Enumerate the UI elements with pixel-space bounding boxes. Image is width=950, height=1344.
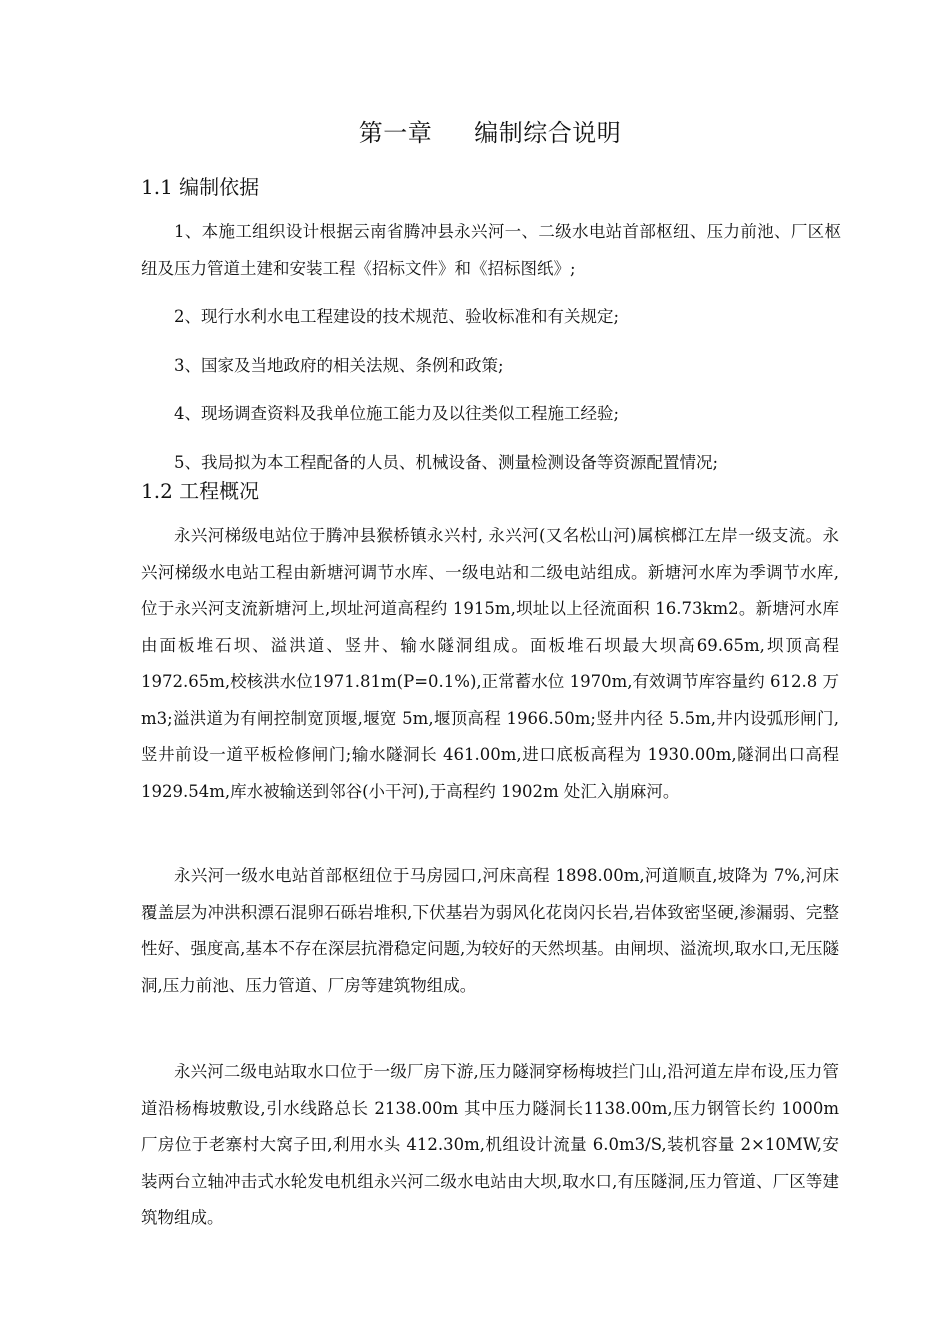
chapter-title — [0, 116, 950, 150]
section-heading-basis: 1.1 编制依据 — [141, 175, 260, 199]
section-heading-overview: 1.2 工程概况 — [141, 479, 260, 503]
list-item: 4、现场调查资料及我单位施工能力及以往类似工程施工经验; — [174, 404, 620, 423]
basis-list — [141, 214, 841, 481]
list-item: 1、本施工组织设计根据云南省腾冲县永兴河一、二级水电站首部枢纽、压力前池、厂区枢纽及压力管道土建和安装工程《招标文件》和《招标图纸》; — [141, 222, 841, 278]
list-item: 3、国家及当地政府的相关法规、条例和政策; — [174, 355, 504, 375]
overview-paragraph: 永兴河二级电站取水口位于一级厂房下游,压力隧洞穿杨梅坡拦门山,沿河道左岸布设,压力管道沿杨梅坡敷设,引水线路总长 2138.00m 其中压力隧洞长1138.00m,压力钢管长约 1000m 厂房位于老寨村大窝子田,利用水头 412.30m,机组设计流量 6.0m3/S,装机容量 2×10MW,安装两台立轴冲击式水轮发电机组永兴河二级水电站由大坝,取水口,有压隧洞,压力管道、厂区等建筑物组成。 — [141, 1062, 839, 1227]
overview-paragraph: 永兴河梯级电站位于腾冲县猴桥镇永兴村, 永兴河(又名松山河)属槟榔江左岸一级支流。永兴河梯级水电站工程由新塘河调节水库、一级电站和二级电站组成。新塘河水库为季调节水库,位于永兴河支流新塘河上,坝址河道高程约 1915m,坝址以上径流面积 16.73km2。新塘河水库由面板堆石坝、溢洪道、竖井、输水隧洞组成。面板堆石坝最大坝高69.65m,坝顶高程1972.65m,校核洪水位1971.81m(P=0.1%),正常蓄水位 1970m,有效调节库容量约 612.8 万 m3;溢洪道为有闸控制宽顶堰,堰宽 5m,堰顶高程 1966.50m;竖井内径 5.5m,井内设弧形闸门,竖井前设一道平板检修闸门;输水隧洞长 461.00m,进口底板高程为 1930.00m,隧洞出口高程 1929.54m,库水被输送到邻谷(小干河),于高程约 1902m 处汇入崩麻河。 — [141, 526, 839, 801]
overview-paragraph: 永兴河一级水电站首部枢纽位于马房园口,河床高程 1898.00m,河道顺直,坡降为 7%,河床覆盖层为冲洪积漂石混卵石砾岩堆积,下伏基岩为弱风化花岗闪长岩,岩体致密坚硬,渗漏弱、完整性好、强度高,基本不存在深层抗滑稳定问题,为较好的天然坝基。由闸坝、溢流坝,取水口,无压隧洞,压力前池、压力管道、厂房等建筑物组成。 — [141, 866, 839, 995]
chapter-label: 第一章 — [358, 119, 433, 147]
list-item: 2、现行水利水电工程建设的技术规范、验收标准和有关规定; — [174, 307, 620, 326]
chapter-name: 编制综合说明 — [474, 119, 622, 147]
list-item: 5、我局拟为本工程配备的人员、机械设备、测量检测设备等资源配置情况; — [174, 452, 719, 472]
